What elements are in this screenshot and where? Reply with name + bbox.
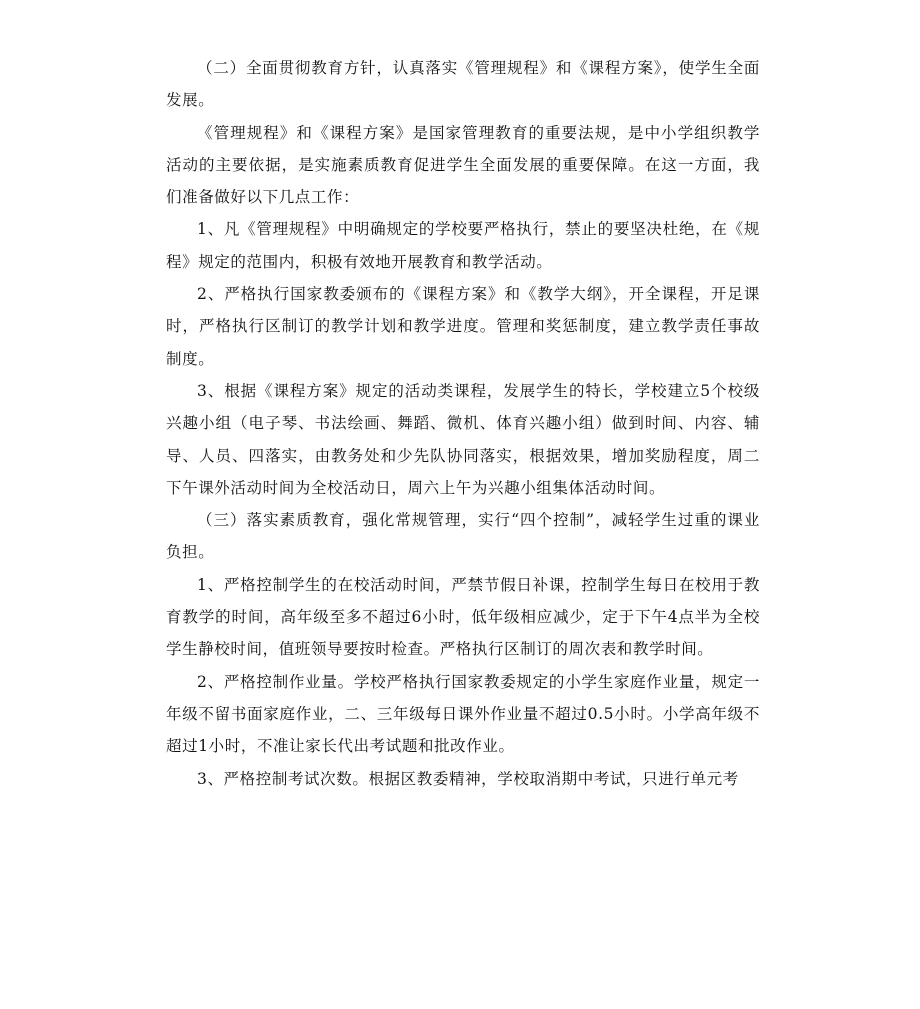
paragraph-control-2: 2、严格控制作业量。学校严格执行国家教委规定的小学生家庭作业量，规定一年级不留书面家庭作业，二、三年级每日课外作业量不超过0.5小时。小学高年级不超过1小时，不准让家长代出考试题和批改作业。 <box>166 672 760 756</box>
paragraph-item-2: 2、严格执行国家教委颁布的《课程方案》和《教学大纲》，开全课程，开足课时，严格执行区制订的教学计划和教学进度。管理和奖惩制度，建立教学责任事故制度。 <box>166 285 760 368</box>
paragraph-item-3: 3、根据《课程方案》规定的活动类课程，发展学生的特长，学校建立5个校级兴趣小组（电子琴、书法绘画、舞蹈、微机、体育兴趣小组）做到时间、内容、辅导、人员、四落实，由教务处和少先队协同落实，根据效果，增加奖励程度，周二下午课外活动时间为全校活动日，周六上午为兴趣小组集体活动时间。 <box>166 381 760 497</box>
paragraph-section-three-heading: （三）落实素质教育，强化常规管理，实行“四个控制”，减轻学生过重的课业负担。 <box>166 511 760 562</box>
paragraph-item-1: 1、凡《管理规程》中明确规定的学校要严格执行，禁止的要坚决杜绝，在《规程》规定的范围内，积极有效地开展教育和教学活动。 <box>166 220 760 271</box>
paragraph-control-3: 3、严格控制考试次数。根据区教委精神，学校取消期中考试，只进行单元考 <box>197 769 739 788</box>
paragraph-section-two-heading: （二）全面贯彻教育方针，认真落实《管理规程》和《课程方案》，使学生全面发展。 <box>166 59 760 110</box>
paragraph-control-1: 1、严格控制学生的在校活动时间，严禁节假日补课，控制学生每日在校用于教育教学的时间，高年级至多不超过6小时，低年级相应减少，定于下午4点半为全校学生静校时间，值班领导要按时检查。严格执行区制订的周次表和教学时间。 <box>166 575 760 659</box>
paragraph-intro: 《管理规程》和《课程方案》是国家管理教育的重要法规，是中小学组织教学活动的主要依据，是实施素质教育促进学生全面发展的重要保障。在这一方面，我们准备做好以下几点工作： <box>166 123 760 207</box>
document-body <box>166 52 760 795</box>
